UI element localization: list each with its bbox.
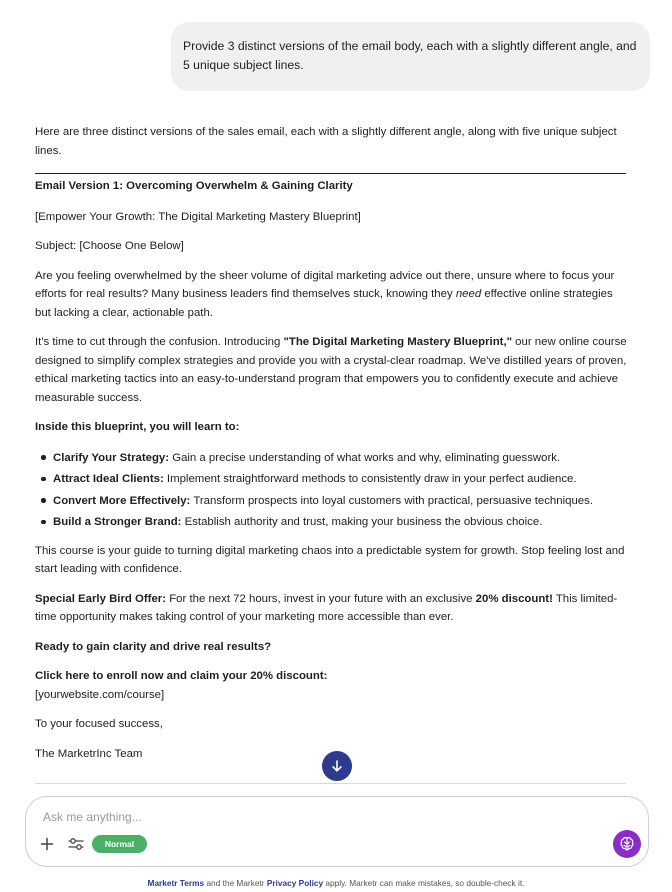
list-item: Build a Stronger Brand: Establish authority and trust, making your business the obvious choice. — [35, 512, 627, 534]
footer-text: and the Marketr — [204, 878, 267, 888]
content-bottom-rule — [35, 783, 626, 784]
cta-question: Ready to gain clarity and drive real results? — [35, 640, 272, 653]
arrow-down-icon — [330, 759, 344, 773]
mode-toggle[interactable]: Normal — [92, 835, 147, 853]
add-button[interactable] — [38, 835, 56, 853]
list-item: Convert More Effectively: Transform prospects into loyal customers with practical, persuasive techniques. — [35, 491, 627, 513]
assistant-response — [35, 123, 627, 763]
user-message-text: Provide 3 distinct versions of the email body, each with a slightly different angle, and 5 unique subject lines. — [183, 39, 637, 72]
signoff: To your focused success, — [35, 718, 163, 730]
terms-link[interactable]: Marketr Terms — [147, 878, 205, 888]
cta-url: [yourwebsite.com/course] — [35, 688, 165, 701]
cta-click: Click here to enroll now and claim your 20% discount: — [35, 670, 328, 682]
response-intro: Here are three distinct versions of the sales email, each with a slightly different angle, along with five unique subject lines. — [35, 126, 617, 157]
privacy-policy-link[interactable]: Privacy Policy — [266, 878, 324, 888]
signature: The MarketrInc Team — [35, 747, 143, 760]
bracket-line: [Empower Your Growth: The Digital Marketing Mastery Blueprint] — [35, 210, 361, 223]
learn-heading: Inside this blueprint, you will learn to: — [35, 421, 240, 433]
footer-text: apply. Marketr can make mistakes, so double-check it. — [323, 878, 525, 888]
plus-icon — [40, 837, 54, 851]
tools-button[interactable] — [67, 835, 85, 853]
list-item: Clarify Your Strategy: Gain a precise understanding of what works and why, eliminating guesswork. — [35, 448, 627, 470]
sliders-icon — [68, 837, 84, 851]
paragraph-offer: Special Early Bird Offer: For the next 72 hours, invest in your future with an exclusive 20% discount! This limited-time opportunity makes taking control of your marketing more accessible than ever. — [35, 592, 618, 623]
scroll-down-button[interactable] — [322, 751, 352, 781]
brain-icon — [618, 835, 636, 853]
paragraph-guide: This course is your guide to turning digital marketing chaos into a predictable system for growth. Stop feeling lost and start leading with confidence. — [35, 544, 625, 575]
footer-disclaimer — [0, 878, 672, 888]
user-message-bubble — [171, 22, 650, 91]
paragraph-overwhelm: Are you feeling overwhelmed by the sheer volume of digital marketing advice out there, unsure where to focus your efforts for real results? Many business leaders find themselves stuck, knowing they need effective online strategies but lacking a clear, actionable path. — [35, 269, 615, 319]
paragraph-introducing: It's time to cut through the confusion. Introducing "The Digital Marketing Mastery Blueprint," our new online course designed to simplify complex strategies and provide you with a crystal-clear roadmap. We've distilled years of proven, ethical marketing tactics into an easy-to-understand program that empowers you to confidently execute and achieve measurable success. — [35, 336, 627, 404]
message-input[interactable] — [43, 808, 563, 826]
version-heading: Email Version 1: Overcoming Overwhelm & Gaining Clarity — [35, 180, 353, 192]
brain-button[interactable] — [613, 830, 641, 858]
subject-line: Subject: [Choose One Below] — [35, 240, 184, 252]
message-composer — [25, 796, 649, 867]
benefit-list — [35, 448, 627, 534]
list-item: Attract Ideal Clients: Implement straightforward methods to consistently draw in your perfect audience. — [35, 469, 627, 491]
